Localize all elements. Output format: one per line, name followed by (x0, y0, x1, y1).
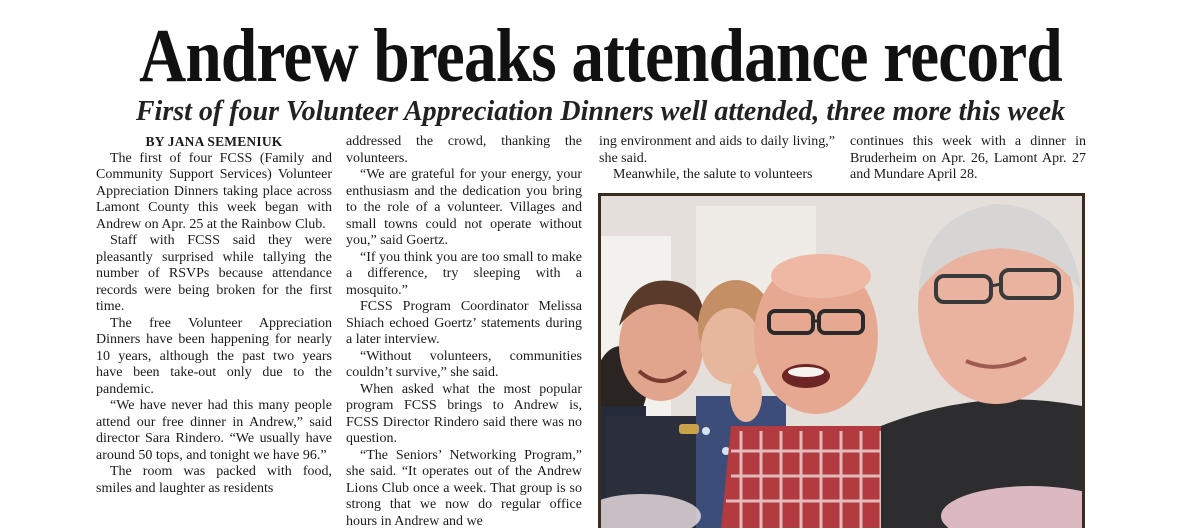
paragraph: “Without volunteers, communities couldn’t survive,” she said. (346, 349, 582, 382)
paragraph: When asked what the most popular program FCSS brings to Andrew is, FCSS Director Rindero said there was no question. (346, 382, 582, 448)
headline: Andrew breaks attendance record (84, 14, 1117, 98)
paragraph: addressed the crowd, thanking the volunteers. (346, 134, 582, 167)
subheadline: First of four Volunteer Appreciation Dinners well attended, three more this week (0, 94, 1201, 130)
paragraph: continues this week with a dinner in Bruderheim on Apr. 26, Lamont Apr. 27 and Mundare April 28. (850, 134, 1086, 184)
article-column-3 (599, 134, 835, 184)
article-column-2 (346, 134, 582, 530)
byline: BY JANA SEMENIUK (96, 134, 332, 151)
paragraph: ing environment and aids to daily living,” she said. (599, 134, 835, 167)
paragraph: The room was packed with food, smiles and laughter as residents (96, 464, 332, 497)
article-column-4 (850, 134, 1086, 184)
photo-illustration (601, 196, 1082, 528)
paragraph: “We have never had this many people attend our free dinner in Andrew,” said director Sara Rindero. “We usually have around 50 tops, and tonight we have 96.” (96, 398, 332, 464)
article-photo (598, 193, 1085, 528)
paragraph: “The Seniors’ Networking Program,” she said. “It operates out of the Andrew Lions Club once a week. That group is so strong that we now do regular office hours in Andrew and we (346, 448, 582, 530)
paragraph: “If you think you are too small to make a difference, try sleeping with a mosquito.” (346, 250, 582, 300)
paragraph: The free Volunteer Appreciation Dinners have been happening for nearly 10 years, although the past two years have been take-out only due to the pandemic. (96, 316, 332, 399)
paragraph: “We are grateful for your energy, your enthusiasm and the dedication you bring to the role of a volunteer. Villages and small towns could not operate without you,” said Goertz. (346, 167, 582, 250)
paragraph: FCSS Program Coordinator Melissa Shiach echoed Goertz’ statements during a later interview. (346, 299, 582, 349)
paragraph: Meanwhile, the salute to volunteers (599, 167, 835, 184)
article-column-1 (96, 134, 332, 497)
paragraph: The first of four FCSS (Family and Community Support Services) Volunteer Appreciation Dinners taking place across Lamont County this week began with Andrew on Apr. 25 at the Rainbow Club. (96, 151, 332, 234)
paragraph: Staff with FCSS said they were pleasantly surprised while tallying the number of RSVPs because attendance records were being broken for the first time. (96, 233, 332, 316)
